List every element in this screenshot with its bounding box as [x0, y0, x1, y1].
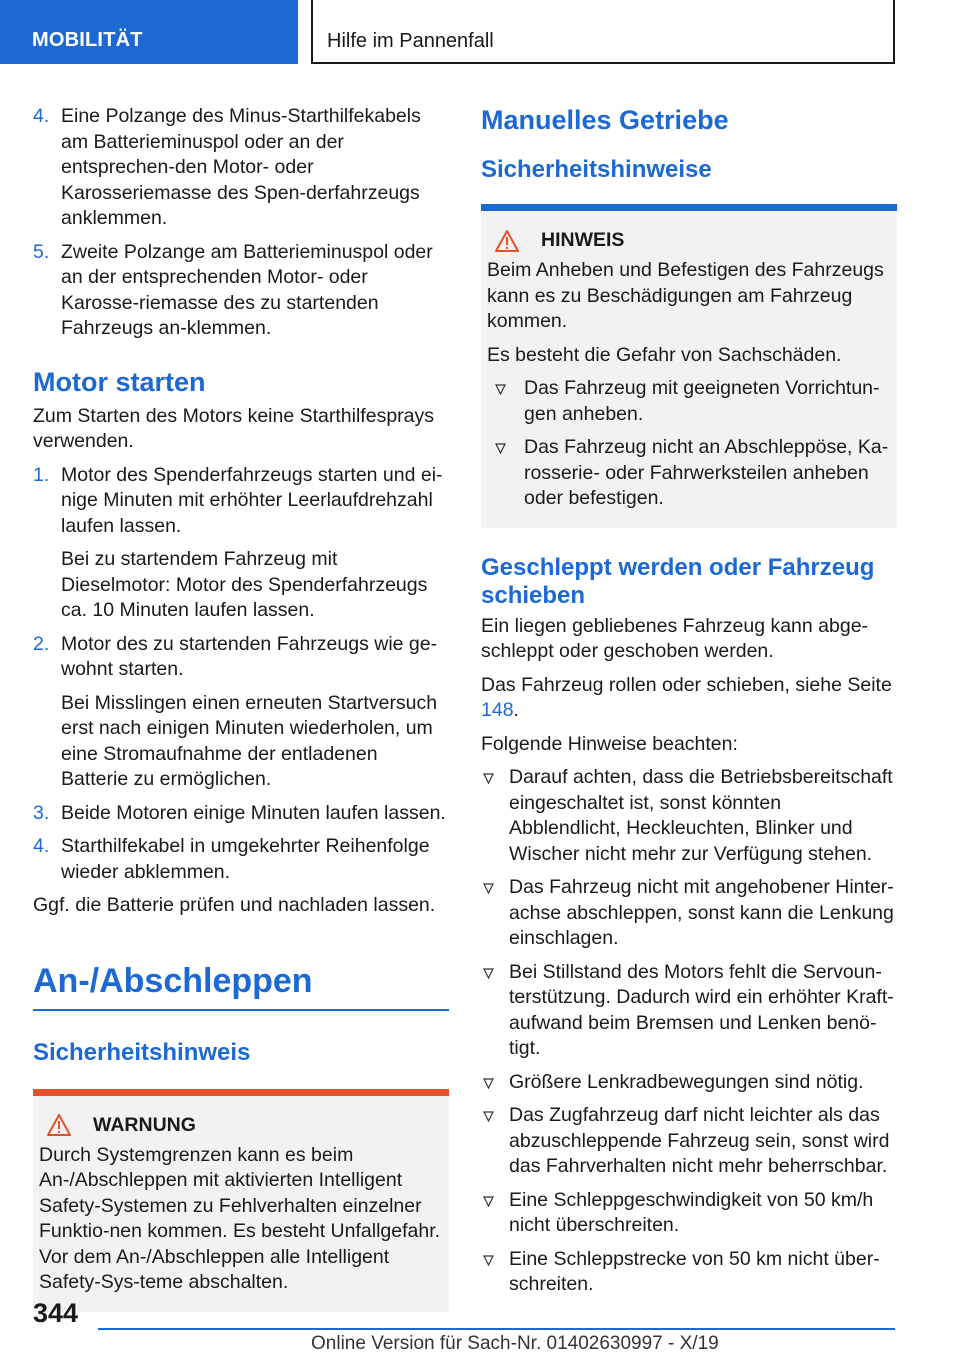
section-tab[interactable]	[0, 0, 298, 64]
footer-rule	[98, 1328, 895, 1330]
heading-rule	[33, 1009, 449, 1011]
chapter-label: Hilfe im Pannenfall	[327, 30, 494, 52]
warning-icon	[495, 230, 519, 252]
list-item	[481, 1247, 897, 1298]
step-text: Eine Polzange des Minus-Starthilfekabels am Batterieminuspol oder an der entsprechen-den Motor- oder Karosseriemasse des Spen-derfahrzeugs anklemmen.	[61, 105, 421, 229]
step-number: 3.	[33, 801, 50, 824]
list-item	[33, 463, 449, 624]
list-item	[487, 376, 889, 427]
list-item	[33, 834, 449, 885]
motor-heading: Motor starten	[33, 366, 206, 397]
bullet-triangle-icon	[483, 1255, 494, 1266]
step-text: Beide Motoren einige Minuten laufen lassen.	[61, 801, 446, 824]
list-item	[481, 1070, 897, 1096]
section-label: MOBILITÄT	[32, 29, 143, 51]
footer-text: Online Version für Sach-Nr. 01402630997 - X/19	[311, 1333, 719, 1354]
bullet-text: Größere Lenkradbewegungen sind nötig.	[509, 1070, 864, 1093]
steps-list-a	[33, 104, 449, 342]
bullet-triangle-icon	[483, 1111, 494, 1122]
notice-box	[481, 204, 897, 528]
warning-title: WARNUNG	[93, 1113, 196, 1136]
battery-note: Ggf. die Batterie prüfen und nachladen lassen.	[33, 894, 436, 916]
notice-text: Es besteht die Gefahr von Sachschäden.	[487, 343, 842, 366]
bullet-triangle-icon	[483, 883, 494, 894]
list-item	[33, 632, 449, 793]
towed-paragraph: Ein liegen gebliebenes Fahrzeug kann abge-schleppt oder geschoben werden.	[481, 614, 869, 662]
step-subtext: Bei zu startendem Fahrzeug mit Dieselmotor: Motor des Spenderfahrzeugs ca. 10 Minuten laufen lassen.	[61, 548, 428, 621]
step-number: 5.	[33, 240, 50, 263]
bullet-text: Das Fahrzeug mit geeigneten Vorrichtun-gen anheben.	[524, 377, 880, 425]
list-item	[33, 104, 449, 232]
bullet-text: Darauf achten, dass die Betriebsbereitschaft eingeschaltet ist, sonst könnten Abblendlicht, Heckleuchten, Blinker und Wischer nicht mehr zur Verfügung stehen.	[509, 766, 893, 865]
list-item	[481, 765, 897, 867]
towed-paragraph: Folgende Hinweise beachten:	[481, 732, 738, 755]
bullet-triangle-icon	[483, 968, 494, 979]
warning-icon	[47, 1114, 71, 1136]
motor-intro: Zum Starten des Motors keine Starthilfesprays verwenden.	[33, 404, 434, 452]
tow-heading: An-/Abschleppen	[33, 961, 313, 1000]
list-item	[481, 875, 897, 952]
list-item	[481, 960, 897, 1062]
left-column	[33, 104, 449, 1312]
towing-bullet-list	[481, 765, 897, 1298]
step-text: Starthilfekabel in umgekehrter Reihenfolge wieder abklemmen.	[61, 835, 430, 883]
bullet-text: Das Zugfahrzeug darf nicht leichter als das abzuschleppende Fahrzeug sein, sonst wird das Fahrverhalten nicht mehr beherrschbar.	[509, 1104, 890, 1177]
list-item	[487, 435, 889, 512]
step-number: 1.	[33, 463, 50, 486]
bullet-triangle-icon	[483, 773, 494, 784]
safety-heading: Sicherheitshinweis	[33, 1038, 251, 1066]
gear-heading: Manuelles Getriebe	[481, 105, 729, 135]
bullet-text: Bei Stillstand des Motors fehlt die Servoun-terstützung. Dadurch wird ein erhöhter Kraft-aufwand beim Bremsen und Lenken benö-tigt.	[509, 960, 894, 1059]
chapter-tab[interactable]	[311, 0, 895, 64]
page-number: 344	[33, 1298, 79, 1328]
bullet-triangle-icon	[483, 1078, 494, 1089]
warning-box	[33, 1089, 449, 1312]
list-item	[481, 1188, 897, 1239]
step-number: 4.	[33, 105, 50, 127]
bullet-text: Das Fahrzeug nicht an Abschleppöse, Ka-rosserie- oder Fahrwerksteilen anheben oder befestigen.	[524, 436, 889, 509]
steps-list-b	[33, 463, 449, 886]
notice-text: Beim Anheben und Befestigen des Fahrzeugs kann es zu Beschädigungen am Fahrzeug kommen.	[487, 259, 884, 332]
step-text: Motor des Spenderfahrzeugs starten und ei-nige Minuten mit erhöhter Leerlaufdrehzahl laufen lassen.	[61, 463, 443, 537]
step-subtext: Bei Misslingen einen erneuten Startversuch erst nach einigen Minuten wiederholen, um eine Stromaufnahme der entladenen Batterie zu ermöglichen.	[61, 691, 438, 790]
bullet-text: Eine Schleppstrecke von 50 km nicht über-schreiten.	[509, 1247, 880, 1295]
notice-title: HINWEIS	[541, 229, 625, 251]
list-item	[481, 1103, 897, 1180]
list-item	[33, 240, 449, 342]
towed-heading: Geschleppt werden oder Fahrzeug schieben	[481, 553, 875, 609]
step-text: Zweite Polzange am Batterieminuspol oder an der entsprechenden Motor- oder Karosse-riemasse des zu startenden Fahrzeugs an-klemmen.	[61, 240, 433, 339]
bullet-triangle-icon	[495, 443, 506, 454]
step-number: 4.	[33, 835, 50, 857]
bullet-text: Das Fahrzeug nicht mit angehobener Hinter-achse abschleppen, sonst kann die Lenkung einschlagen.	[509, 876, 894, 949]
towed-paragraph: Das Fahrzeug rollen oder schieben, siehe Seite 148.	[481, 673, 892, 721]
warning-text: Durch Systemgrenzen kann es beim An-/Abschleppen mit aktivierten Intelligent Safety-Systemen zu Fehlverhalten einzelner Funktio-nen kommen. Es besteht Unfallgefahr. Vor dem An-/Abschleppen alle Intelligent Safety-Sys-teme abschalten.	[39, 1143, 441, 1293]
bullet-triangle-icon	[495, 384, 506, 395]
page-link[interactable]: 148	[481, 699, 514, 721]
step-text: Motor des zu startenden Fahrzeugs wie ge-wohnt starten.	[61, 632, 438, 680]
bullet-triangle-icon	[483, 1196, 494, 1207]
list-item	[33, 801, 449, 827]
bullet-text: Eine Schleppgeschwindigkeit von 50 km/h nicht überschreiten.	[509, 1188, 874, 1236]
step-number: 2.	[33, 632, 50, 655]
right-safety-heading: Sicherheitshinweise	[481, 156, 712, 183]
right-column	[481, 104, 897, 1306]
